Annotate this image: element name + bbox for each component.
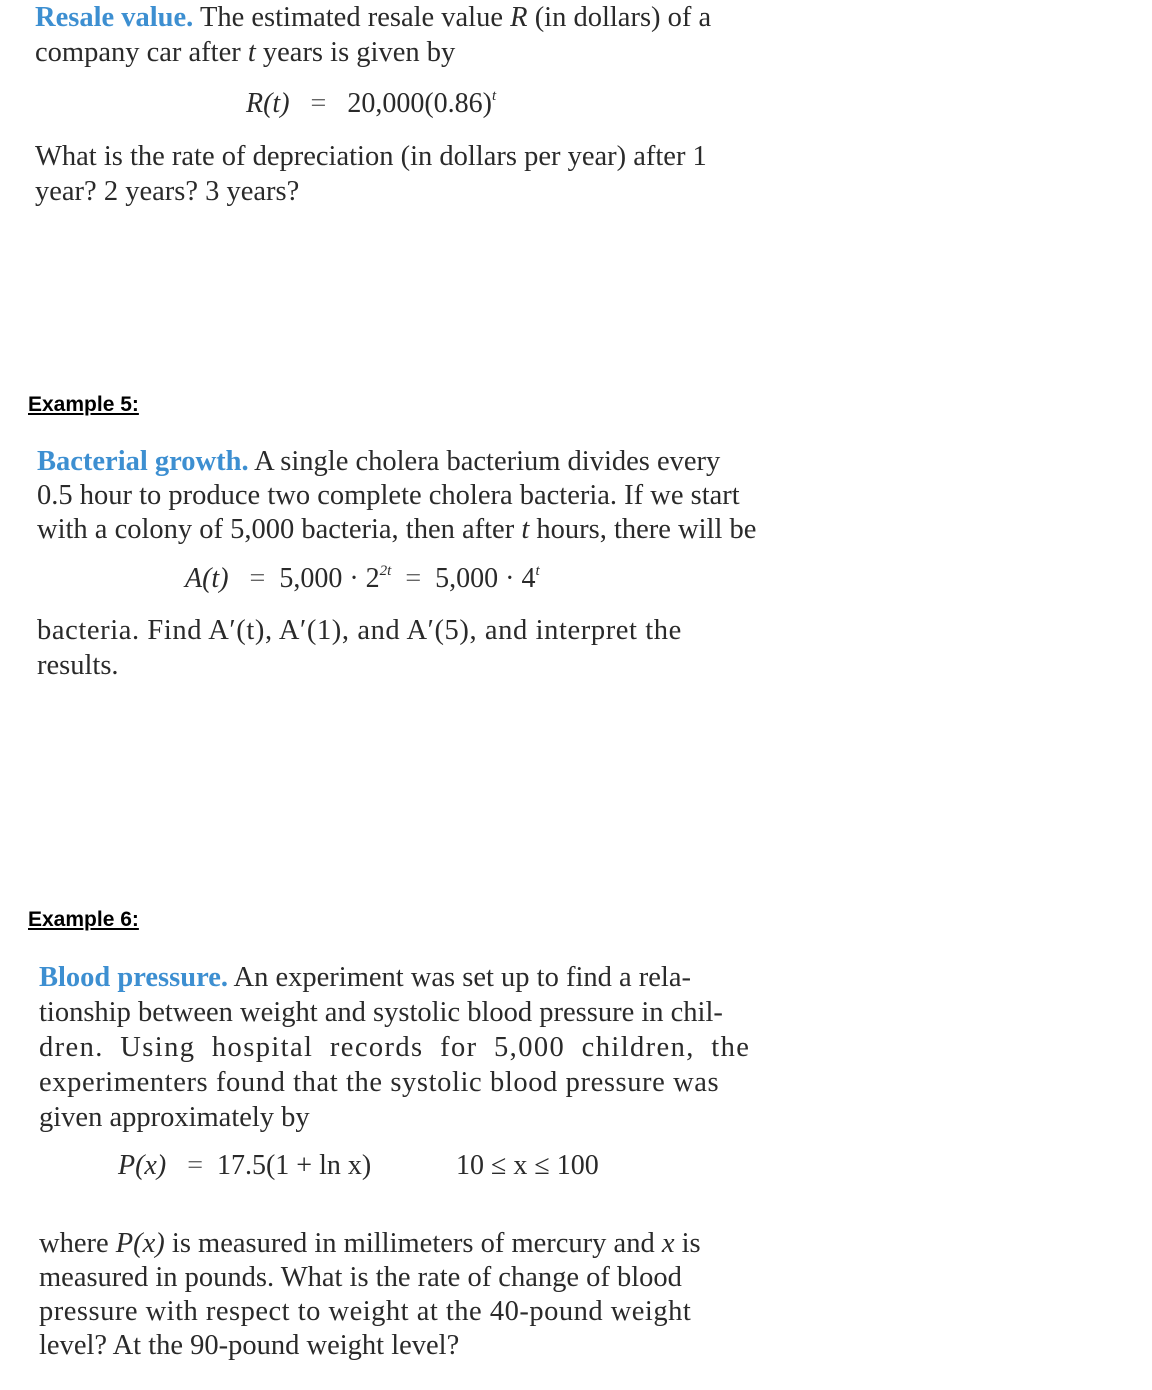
resale-line2-a: company car after — [35, 37, 241, 68]
bacteria-formula-mid: 5,000 · 2 — [279, 563, 380, 594]
bp-line-4: experimenters found that the systolic blood pressure was — [39, 1067, 720, 1098]
bp-formula-eq: = — [187, 1150, 203, 1181]
resale-formula-rhs: 20,000(0.86) — [347, 88, 492, 119]
bacteria-formula-eq2: = — [405, 563, 422, 594]
bp-q1-a: where — [39, 1228, 109, 1259]
resale-question-line-1: What is the rate of depreciation (in dollars per year) after 1 — [35, 141, 707, 172]
resale-line-2 — [35, 35, 455, 70]
bacteria-line-3 — [37, 512, 756, 547]
resale-line-1 — [35, 0, 711, 35]
bp-term: Blood pressure. — [39, 962, 228, 993]
bacteria-formula-eq1: = — [249, 563, 266, 594]
example-5-heading: Example 5: — [28, 393, 139, 416]
bacteria-line3-a: with a colony of 5,000 bacteria, then after — [37, 514, 515, 545]
resale-formula-lhs: R(t) — [246, 88, 290, 119]
bp-question-line-2: measured in pounds. What is the rate of change of blood — [39, 1262, 682, 1293]
resale-formula-eq: = — [310, 88, 327, 119]
resale-formula-exp: t — [491, 88, 497, 104]
bp-q1-px: P(x) — [115, 1228, 165, 1259]
bacteria-question-line-2: results. — [37, 650, 119, 681]
bacteria-line-1 — [37, 444, 720, 479]
resale-var-r: R — [510, 2, 528, 33]
bp-line-2: tionship between weight and systolic blood pressure in chil- — [39, 997, 723, 1028]
bacteria-formula-lhs: A(t) — [185, 563, 229, 594]
bp-q1-c: is — [681, 1228, 701, 1259]
bacteria-formula-exp2: t — [535, 563, 540, 579]
resale-formula — [246, 88, 496, 120]
bacteria-line1-text: A single cholera bacterium divides every — [254, 446, 721, 477]
bacteria-formula — [185, 563, 540, 595]
example-6-heading: Example 6: — [28, 908, 139, 931]
bp-formula-lhs: P(x) — [118, 1150, 167, 1181]
bp-question-line-1 — [39, 1226, 701, 1261]
resale-line2-b: years is given by — [262, 37, 456, 68]
bp-line-3: dren. Using hospital records for 5,000 children, the — [39, 1032, 751, 1063]
bp-question-line-4: level? At the 90-pound weight level? — [39, 1330, 460, 1361]
bacteria-term: Bacterial growth. — [37, 446, 249, 477]
resale-line1-text: The estimated resale value — [199, 2, 504, 33]
bp-question-line-3: pressure with respect to weight at the 40-pound weight — [39, 1296, 692, 1327]
bacteria-formula-exp1: 2t — [379, 563, 392, 579]
bacteria-formula-rhs: 5,000 · 4 — [435, 563, 536, 594]
resale-var-t: t — [247, 37, 256, 68]
bacteria-line-2: 0.5 hour to produce two complete cholera bacteria. If we start — [37, 480, 740, 511]
bp-line1-text: An experiment was set up to find a rela- — [233, 962, 691, 993]
resale-line1-tail: (in dollars) of a — [534, 2, 712, 33]
resale-question-line-2: year? 2 years? 3 years? — [35, 176, 300, 207]
bp-formula — [118, 1150, 371, 1182]
bp-line-1 — [39, 960, 691, 995]
bp-q1-x: x — [661, 1228, 675, 1259]
bp-formula-domain: 10 ≤ x ≤ 100 — [456, 1150, 599, 1181]
bacteria-line3-b: hours, there will be — [536, 514, 757, 545]
resale-term: Resale value. — [35, 2, 194, 33]
bp-line-5: given approximately by — [39, 1102, 310, 1133]
bacteria-question-line-1: bacteria. Find A′(t), A′(1), and A′(5), and interpret the — [37, 615, 682, 646]
bp-formula-rhs: 17.5(1 + ln x) — [216, 1150, 372, 1181]
bacteria-var-t: t — [521, 514, 530, 545]
bp-q1-b: is measured in millimeters of mercury and — [171, 1228, 655, 1259]
